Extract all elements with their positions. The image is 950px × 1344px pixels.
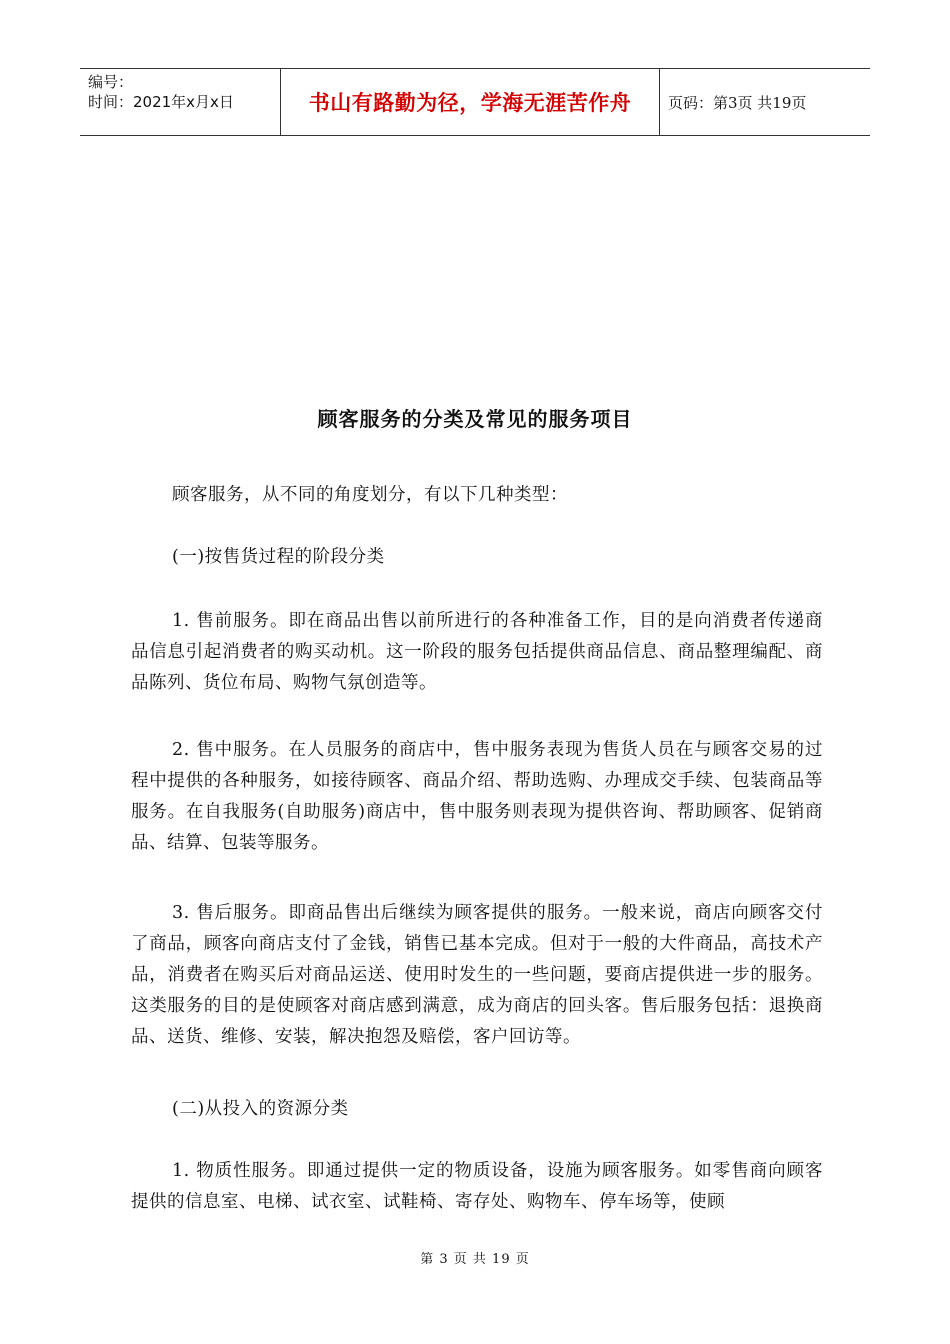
header-meta-cell [80,69,281,135]
header-motto-cell [281,69,660,135]
page-header [80,68,870,136]
header-page-info: 页码：第3页 共19页 [668,93,807,112]
section-heading-2: (二)从投入的资源分类 [172,1099,349,1119]
paragraph-pre-sale: 1. 售前服务。即在商品出售以前所进行的各种准备工作，目的是向消费者传递商品信息引起消费者的购买动机。这一阶段的服务包括提供商品信息、商品整理编配、商品陈列、货位布局、购物气氛创造等。 [131,611,823,693]
page-footer: 第 3 页 共 19 页 [420,1252,530,1267]
motto-text: 书山有路勤为径，学海无涯苦作舟 [308,91,632,115]
document-date: 时间：2021年x月x日 [88,93,234,111]
paragraph-in-sale: 2. 售中服务。在人员服务的商店中，售中服务表现为售货人员在与顾客交易的过程中提供的各种服务，如接待顾客、商品介绍、帮助选购、办理成交手续、包装商品等服务。在自我服务(自助服务)商店中，售中服务则表现为提供咨询、帮助顾客、促销商品、结算、包装等服务。 [131,740,823,853]
document-number: 编号： [88,73,134,91]
section-heading-1: (一)按售货过程的阶段分类 [172,547,385,567]
document-title: 顾客服务的分类及常见的服务项目 [317,407,633,431]
paragraph-after-sale: 3. 售后服务。即商品售出后继续为顾客提供的服务。一般来说，商店向顾客交付了商品，顾客向商店支付了金钱，销售已基本完成。但对于一般的大件商品，高技术产品，消费者在购买后对商品运送、使用时发生的一些问题，要商店提供进一步的服务。这类服务的目的是使顾客对商店感到满意，成为商店的回头客。售后服务包括：退换商品、送货、维修、安装，解决抱怨及赔偿，客户回访等。 [131,903,823,1047]
paragraph-material-service: 1. 物质性服务。即通过提供一定的物质设备，设施为顾客服务。如零售商向顾客提供的信息室、电梯、试衣室、试鞋椅、寄存处、购物车、停车场等，使顾 [131,1161,823,1212]
paragraph-intro: 顾客服务，从不同的角度划分，有以下几种类型： [172,485,568,505]
header-page-cell [660,69,870,135]
